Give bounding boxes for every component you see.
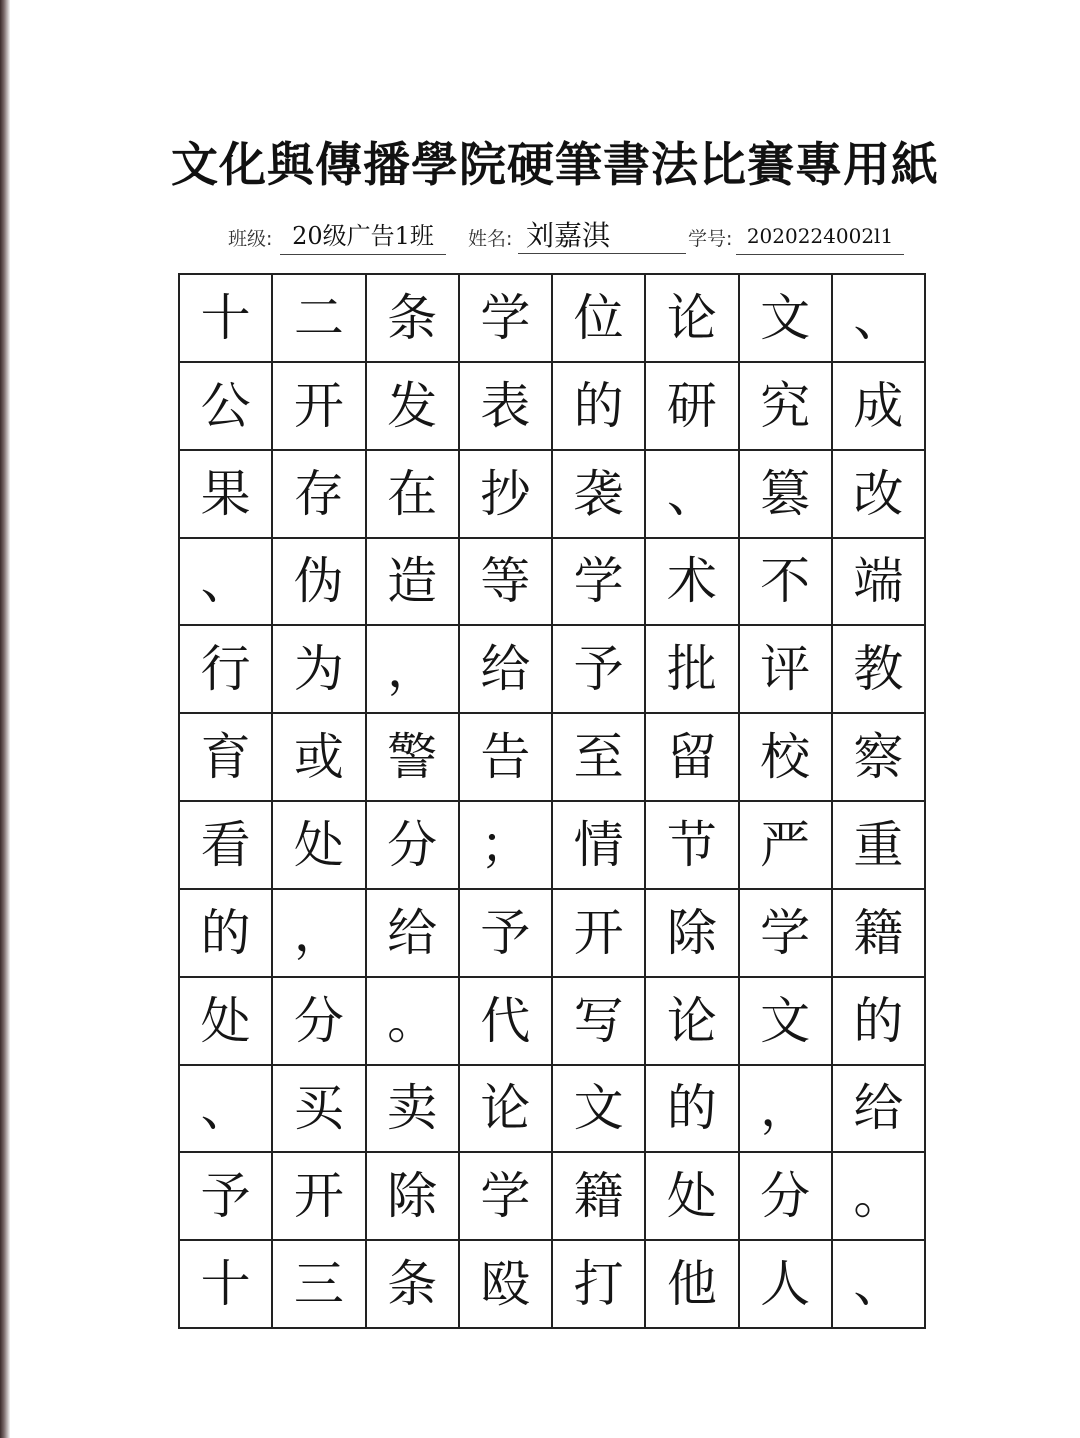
sheet-title: 文化與傳播學院硬筆書法比賽專用紙 bbox=[171, 138, 939, 193]
grid-cell: 、 bbox=[646, 451, 739, 539]
grid-cell: 分 bbox=[273, 978, 366, 1066]
grid-cell: 、 bbox=[833, 275, 926, 363]
grid-cell: 予 bbox=[180, 1153, 273, 1241]
grid-cell: ； bbox=[460, 802, 553, 890]
id-value: 2020224002l1 bbox=[736, 218, 904, 255]
grid-cell: 文 bbox=[740, 275, 833, 363]
grid-cell: 文 bbox=[740, 978, 833, 1066]
grid-cell: 育 bbox=[180, 714, 273, 802]
grid-cell: 或 bbox=[273, 714, 366, 802]
grid-cell: 分 bbox=[367, 802, 460, 890]
grid-cell: 严 bbox=[740, 802, 833, 890]
grid-cell: 术 bbox=[646, 539, 739, 627]
grid-cell: 重 bbox=[833, 802, 926, 890]
grid-cell: 伪 bbox=[273, 539, 366, 627]
grid-cell: 的 bbox=[833, 978, 926, 1066]
grid-cell: 写 bbox=[553, 978, 646, 1066]
grid-cell: 告 bbox=[460, 714, 553, 802]
grid-cell: 他 bbox=[646, 1241, 739, 1329]
grid-cell: 的 bbox=[180, 890, 273, 978]
grid-cell: 除 bbox=[646, 890, 739, 978]
class-value: 20级广告1班 bbox=[280, 218, 446, 255]
grid-cell: 袭 bbox=[553, 451, 646, 539]
grid-cell: 籍 bbox=[833, 890, 926, 978]
grid-cell: 开 bbox=[553, 890, 646, 978]
writing-grid bbox=[178, 273, 926, 1329]
grid-cell: ， bbox=[273, 890, 366, 978]
grid-cell: 、 bbox=[180, 539, 273, 627]
grid-cell: 察 bbox=[833, 714, 926, 802]
grid-cell: 表 bbox=[460, 363, 553, 451]
info-row bbox=[0, 214, 1080, 264]
grid-cell: 学 bbox=[460, 1153, 553, 1241]
grid-cell: 造 bbox=[367, 539, 460, 627]
grid-cell: 留 bbox=[646, 714, 739, 802]
grid-cell: 究 bbox=[740, 363, 833, 451]
grid-cell: 等 bbox=[460, 539, 553, 627]
grid-cell: 看 bbox=[180, 802, 273, 890]
grid-cell: 人 bbox=[740, 1241, 833, 1329]
grid-cell: 打 bbox=[553, 1241, 646, 1329]
grid-cell: 处 bbox=[273, 802, 366, 890]
grid-cell: 校 bbox=[740, 714, 833, 802]
grid-cell: 论 bbox=[646, 978, 739, 1066]
grid-cell: 文 bbox=[553, 1066, 646, 1154]
grid-cell: 十 bbox=[180, 275, 273, 363]
grid-cell: 的 bbox=[553, 363, 646, 451]
grid-cell: 研 bbox=[646, 363, 739, 451]
grid-cell: 改 bbox=[833, 451, 926, 539]
grid-cell: 抄 bbox=[460, 451, 553, 539]
grid-cell: 买 bbox=[273, 1066, 366, 1154]
grid-cell: 教 bbox=[833, 626, 926, 714]
grid-cell: 论 bbox=[646, 275, 739, 363]
grid-cell: 学 bbox=[553, 539, 646, 627]
grid-cell: 分 bbox=[740, 1153, 833, 1241]
grid-cell: 、 bbox=[180, 1066, 273, 1154]
grid-cell: 批 bbox=[646, 626, 739, 714]
grid-cell: 处 bbox=[646, 1153, 739, 1241]
grid-cell: 三 bbox=[273, 1241, 366, 1329]
grid-cell: 给 bbox=[460, 626, 553, 714]
grid-cell: 评 bbox=[740, 626, 833, 714]
grid-cell: 。 bbox=[367, 978, 460, 1066]
grid-cell: 。 bbox=[833, 1153, 926, 1241]
class-label: 班级: bbox=[228, 228, 273, 250]
grid-cell: 给 bbox=[833, 1066, 926, 1154]
grid-cell: 十 bbox=[180, 1241, 273, 1329]
grid-cell: ， bbox=[367, 626, 460, 714]
grid-cell: 二 bbox=[273, 275, 366, 363]
grid-cell: 至 bbox=[553, 714, 646, 802]
grid-cell: 不 bbox=[740, 539, 833, 627]
grid-cell: 在 bbox=[367, 451, 460, 539]
grid-cell: 的 bbox=[646, 1066, 739, 1154]
grid-cell: 予 bbox=[553, 626, 646, 714]
name-label: 姓名: bbox=[468, 228, 513, 250]
grid-cell: 卖 bbox=[367, 1066, 460, 1154]
grid-cell: 处 bbox=[180, 978, 273, 1066]
grid-cell: 节 bbox=[646, 802, 739, 890]
grid-cell: 、 bbox=[833, 1241, 926, 1329]
grid-cell: 代 bbox=[460, 978, 553, 1066]
grid-cell: 除 bbox=[367, 1153, 460, 1241]
id-label: 学号: bbox=[688, 228, 733, 250]
grid-cell: 公 bbox=[180, 363, 273, 451]
grid-cell: 给 bbox=[367, 890, 460, 978]
grid-cell: 成 bbox=[833, 363, 926, 451]
grid-cell: 行 bbox=[180, 626, 273, 714]
grid-cell: 开 bbox=[273, 363, 366, 451]
grid-cell: 位 bbox=[553, 275, 646, 363]
grid-cell: 开 bbox=[273, 1153, 366, 1241]
grid-cell: 果 bbox=[180, 451, 273, 539]
grid-cell: 籍 bbox=[553, 1153, 646, 1241]
grid-cell: 警 bbox=[367, 714, 460, 802]
grid-cell: 条 bbox=[367, 1241, 460, 1329]
grid-cell: 发 bbox=[367, 363, 460, 451]
grid-cell: 情 bbox=[553, 802, 646, 890]
grid-cell: 为 bbox=[273, 626, 366, 714]
grid-cell: 学 bbox=[460, 275, 553, 363]
grid-cell: 端 bbox=[833, 539, 926, 627]
grid-cell: 予 bbox=[460, 890, 553, 978]
name-value: 刘嘉淇 bbox=[518, 218, 686, 254]
grid-cell: 条 bbox=[367, 275, 460, 363]
grid-cell: 论 bbox=[460, 1066, 553, 1154]
grid-cell: 存 bbox=[273, 451, 366, 539]
grid-cell: 殴 bbox=[460, 1241, 553, 1329]
grid-cell: ， bbox=[740, 1066, 833, 1154]
grid-cell: 篡 bbox=[740, 451, 833, 539]
grid-cell: 学 bbox=[740, 890, 833, 978]
